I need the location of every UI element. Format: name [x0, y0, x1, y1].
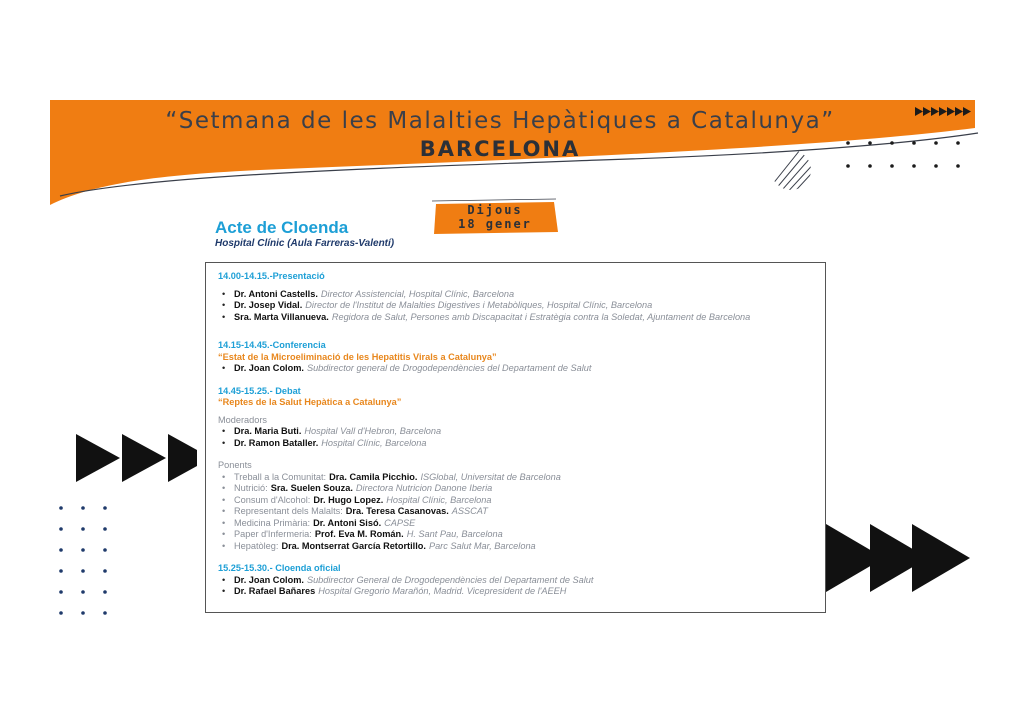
- date-badge: [430, 198, 560, 238]
- list-item: • Dr. Joan Colom. Subdirector General de Drogodependències del Departament de Salut: [222, 574, 594, 585]
- block-time: 14.00-14.15.-Presentació: [218, 271, 325, 281]
- list-item: • Hepatòleg: Dra. Montserrat García Retortillo. Parc Salut Mar, Barcelona: [222, 540, 536, 551]
- list-item: • Dr. Rafael Bañares Hospital Gregorio Marañón, Madrid. Vicepresident de l'AEEH: [222, 586, 567, 596]
- moderators-label: Moderadors: [218, 414, 268, 425]
- arrows-decoration-right: [826, 522, 971, 594]
- block-time: 15.25-15.30.- Cloenda oficial: [218, 563, 341, 573]
- talk-title: “Estat de la Microeliminació de les Hepatitis Virals a Catalunya”: [218, 351, 497, 362]
- talk-title: “Reptes de la Salut Hepàtica a Catalunya”: [218, 397, 402, 407]
- event-title: “Setmana de les Malalties Hepàtiques a Catalunya”: [165, 108, 835, 134]
- section-venue: Hospital Clínic (Aula Farreras-Valentí): [215, 238, 395, 249]
- list-item: • Consum d'Alcohol: Dr. Hugo Lopez. Hospital Clínic, Barcelona: [222, 494, 492, 505]
- list-item: • Nutrició: Sra. Suelen Souza. Directora Nutricion Danone Iberia: [222, 483, 493, 493]
- list-item: • Dra. Maria Buti. Hospital Vall d'Hebron, Barcelona: [222, 426, 442, 436]
- dots-decoration-left: [55, 500, 115, 620]
- speakers-label: Ponents: [218, 460, 252, 470]
- list-item: • Dr. Josep Vidal. Director de l'Institut de Malalties Digestives i Metabòliques, Hospital Clínic, Barcelona: [222, 300, 653, 310]
- list-item: • Representant dels Malalts: Dra. Teresa Casanovas. ASSCAT: [222, 506, 488, 516]
- list-item: • Sra. Marta Villanueva. Regidora de Salut, Persones amb Discapacitat i Estratègia contra la Soledat, Ajuntament de Barcelona: [222, 311, 751, 322]
- program-box: [205, 262, 826, 613]
- list-item: • Dr. Joan Colom. Subdirector general de Drogodependències del Departament de Salut: [222, 363, 592, 373]
- list-item: • Treball a la Comunitat: Dra. Camila Picchio. ISGlobal, Universitat de Barcelona: [222, 471, 561, 482]
- event-city: BARCELONA: [419, 137, 581, 161]
- list-item: • Paper d'Infermeria: Prof. Eva M. Román. H. Sant Pau, Barcelona: [222, 529, 503, 539]
- people-list: [218, 289, 815, 324]
- list-item: • Medicina Primària: Dr. Antoni Sisó. CAPSE: [222, 517, 416, 528]
- list-item: • Dr. Antoni Castells. Director Assistencial, Hospital Clínic, Barcelona: [222, 288, 515, 299]
- date-day: Dijous: [467, 203, 523, 217]
- arrows-decoration-left: [72, 432, 197, 484]
- block-time: 14.15-14.45.-Conferencia: [218, 340, 326, 350]
- list-item: • Dr. Ramon Bataller. Hospital Clínic, Barcelona: [222, 437, 427, 448]
- date-value: 18 gener: [458, 217, 532, 231]
- section-title: Acte de Cloenda: [215, 218, 349, 237]
- block-time: 14.45-15.25.- Debat: [218, 385, 301, 396]
